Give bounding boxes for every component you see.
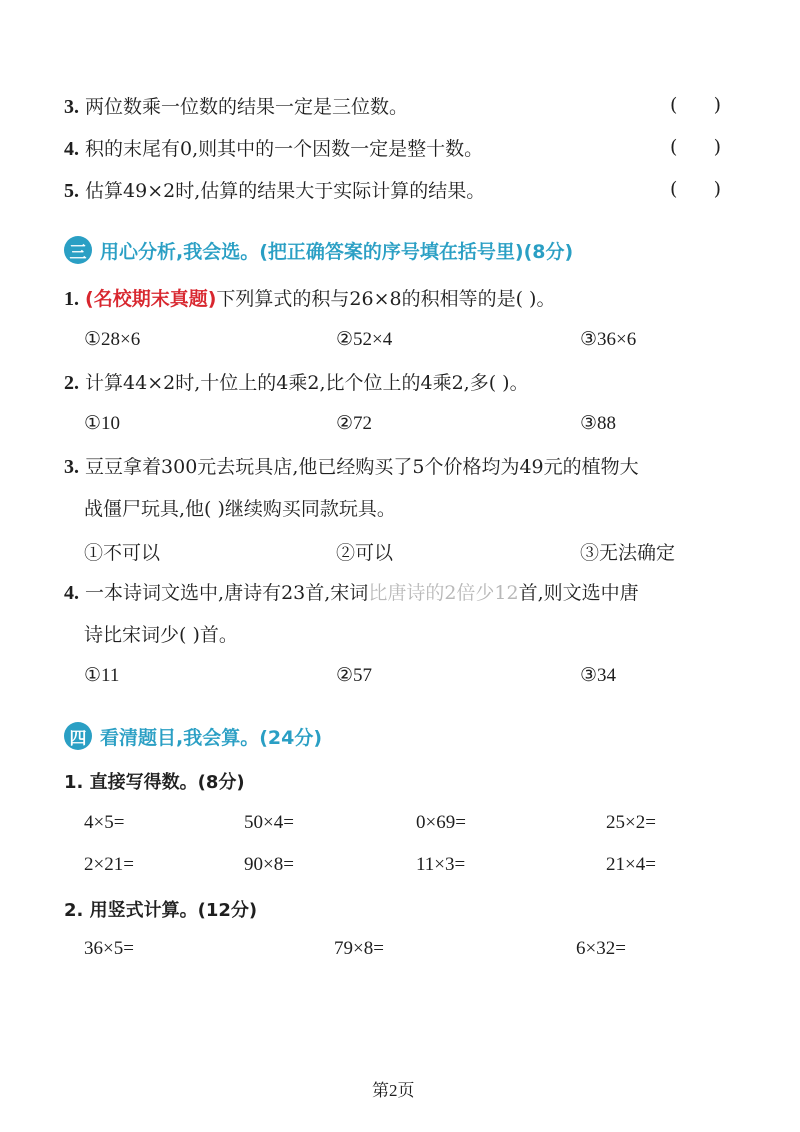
- section-3-heading: [64, 236, 573, 264]
- choice-question-1: [64, 286, 555, 312]
- exam-tag: (名校期末真题): [85, 288, 217, 310]
- item-number: 1.: [64, 288, 79, 310]
- question-text-part-3: 首,则文选中唐: [518, 582, 639, 604]
- item-number: 4.: [64, 582, 79, 604]
- question-text: 计算44×2时,十位上的4乘2,比个位上的4乘2,多( )。: [85, 372, 529, 394]
- option-2[interactable]: ②72: [336, 413, 373, 434]
- calc-item[interactable]: 6×32=: [576, 938, 626, 959]
- choice-question-2: [64, 370, 529, 396]
- question-text-line-2: 战僵尸玩具,他( )继续购买同款玩具。: [84, 498, 396, 520]
- calc-item[interactable]: 36×5=: [84, 938, 134, 959]
- question-text-line-2: 诗比宋词少( )首。: [84, 624, 238, 646]
- section-badge: 四: [64, 722, 92, 750]
- calc-item[interactable]: 11×3=: [416, 854, 466, 875]
- option-1[interactable]: ①10: [84, 413, 121, 434]
- item-number: 5.: [64, 180, 79, 202]
- calc-item[interactable]: 2×21=: [84, 854, 134, 875]
- section-title: 用心分析,我会选。(把正确答案的序号填在括号里)(8分): [100, 240, 574, 263]
- item-number: 4.: [64, 138, 79, 160]
- question-text-part-1: 一本诗词文选中,唐诗有23首,宋词: [85, 582, 369, 604]
- calc-item[interactable]: 50×4=: [244, 812, 294, 833]
- section-title: 看清题目,我会算。(24分): [100, 726, 323, 749]
- item-number: 3.: [64, 456, 79, 478]
- question-text-line-1: 豆豆拿着300元去玩具店,他已经购买了5个价格均为49元的植物大: [85, 456, 639, 478]
- calc-item[interactable]: 21×4=: [606, 854, 656, 875]
- item-number: 2.: [64, 372, 79, 394]
- item-text: 积的末尾有0,则其中的一个因数一定是整十数。: [85, 138, 484, 160]
- calc-item[interactable]: 79×8=: [334, 938, 384, 959]
- answer-blank[interactable]: ( ): [670, 178, 722, 200]
- option-3[interactable]: ③无法确定: [580, 543, 676, 564]
- calc-item[interactable]: 25×2=: [606, 812, 656, 833]
- choice-question-4: [64, 580, 639, 606]
- item-number: 3.: [64, 96, 79, 118]
- page-number: 第2页: [372, 1081, 415, 1100]
- section-4-heading: [64, 722, 322, 750]
- sub-question-1-label: 1. 直接写得数。(8分): [64, 772, 245, 793]
- option-2[interactable]: ②可以: [336, 543, 394, 564]
- answer-blank[interactable]: ( ): [670, 94, 722, 116]
- option-2[interactable]: ②57: [336, 665, 373, 686]
- calc-item[interactable]: 4×5=: [84, 812, 125, 833]
- calc-item[interactable]: 90×8=: [244, 854, 294, 875]
- option-1[interactable]: ①28×6: [84, 329, 141, 350]
- calc-item[interactable]: 0×69=: [416, 812, 466, 833]
- section-badge: 三: [64, 236, 92, 264]
- option-1[interactable]: ①11: [84, 665, 120, 686]
- judge-item-4: [64, 136, 483, 162]
- sub-question-2-label: 2. 用竖式计算。(12分): [64, 900, 258, 921]
- question-text: 下列算式的积与26×8的积相等的是( )。: [216, 288, 556, 310]
- item-text: 两位数乘一位数的结果一定是三位数。: [85, 96, 409, 118]
- choice-question-3: [64, 454, 639, 480]
- option-2[interactable]: ②52×4: [336, 329, 393, 350]
- option-3[interactable]: ③88: [580, 413, 617, 434]
- option-3[interactable]: ③36×6: [580, 329, 637, 350]
- question-text-faded: 比唐诗的2倍少12: [368, 582, 519, 604]
- judge-item-3: [64, 94, 408, 120]
- judge-item-5: [64, 178, 485, 204]
- option-1[interactable]: ①不可以: [84, 543, 161, 564]
- answer-blank[interactable]: ( ): [670, 136, 722, 158]
- item-text: 估算49×2时,估算的结果大于实际计算的结果。: [85, 180, 486, 202]
- option-3[interactable]: ③34: [580, 665, 617, 686]
